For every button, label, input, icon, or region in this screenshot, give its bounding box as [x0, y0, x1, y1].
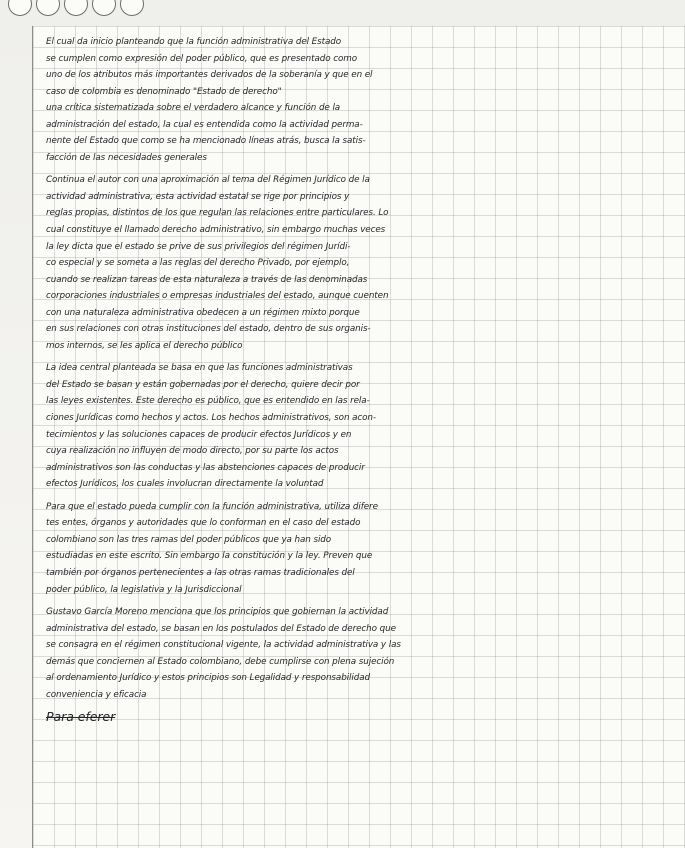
struck-text: Para eferer: [46, 709, 116, 725]
text-line: Gustavo García Moreno menciona que los principios que gobiernan la actividad: [46, 607, 389, 618]
text-line: reglas propias, distintos de los que regulan las relaciones entre particulares. Lo: [46, 208, 389, 219]
text-line: mos internos, se les aplica el derecho público: [46, 340, 243, 351]
text-line: poder público, la legislativa y la Jurisdiccional: [46, 584, 242, 595]
text-line: con una naturaleza administrativa obedecen a un régimen mixto porque: [46, 307, 360, 318]
text-line: administrativa del estado, se basan en los postulados del Estado de derecho que: [46, 623, 396, 634]
struck-out-line: [46, 709, 685, 726]
binder-hole: [8, 0, 32, 16]
text-line: cuya realización no influyen de modo directo, por su parte los actos: [46, 446, 339, 457]
text-line: uno de los atributos más importantes derivados de la soberanía y que en el: [46, 70, 373, 81]
text-line: conveniencia y eficacia: [46, 689, 147, 700]
paragraph-1: [46, 34, 685, 166]
binder-hole: [120, 0, 144, 16]
text-line: corporaciones industriales o empresas industriales del estado, aunque cuenten: [46, 291, 389, 302]
text-line: al ordenamiento Jurídico y estos principios son Legalidad y responsabilidad: [46, 673, 370, 684]
text-line: tecimientos y las soluciones capaces de producir efectos Jurídicos y en: [46, 429, 352, 440]
text-line: El cual da inicio planteando que la función administrativa del Estado: [46, 37, 342, 47]
paragraph-2: [46, 172, 685, 354]
text-line: caso de colombia es denominado "Estado de derecho": [46, 86, 282, 97]
binder-hole: [36, 0, 60, 16]
text-line: cuando se realizan tareas de esta naturaleza a través de las denominadas: [46, 274, 368, 285]
text-line: del Estado se basan y están gobernadas por el derecho, quiere decir por: [46, 379, 360, 390]
text-line: ciones Jurídicas como hechos y actos. Los hechos administrativos, son acon-: [46, 413, 376, 424]
text-line: también por órganos pertenecientes a las otras ramas tradicionales del: [46, 567, 355, 578]
binder-hole: [64, 0, 88, 16]
text-line: nente del Estado que como se ha mencionado líneas atrás, busca la satis-: [46, 136, 366, 147]
text-line: cual constituye el llamado derecho administrativo, sin embargo muchas veces: [46, 225, 386, 236]
text-line: demás que conciernen al Estado colombiano, debe cumplirse con plena sujeción: [46, 656, 395, 667]
text-line: administración del estado, la cual es entendida como la actividad perma-: [46, 119, 363, 130]
text-line: actividad administrativa, esta actividad estatal se rige por principios y: [46, 191, 350, 202]
paragraph-5: [46, 604, 685, 703]
text-line: en sus relaciones con otras instituciones del estado, dentro de sus organis-: [46, 324, 371, 335]
text-line: co especial y se someta a las reglas del derecho Privado, por ejemplo,: [46, 258, 350, 269]
text-line: estudiadas en este escrito. Sin embargo la constitución y la ley. Preven que: [46, 551, 373, 562]
paragraph-3: [46, 360, 685, 492]
text-line: se cumplen como expresión del poder público, que es presentado como: [46, 53, 358, 64]
binder-holes: [8, 0, 144, 18]
text-line: La idea central planteada se basa en que las funciones administrativas: [46, 363, 353, 374]
text-line: tes entes, órganos y autoridades que lo conforman en el caso del estado: [46, 518, 361, 529]
text-line: se consagra en el régimen constitucional vigente, la actividad administrativa y las: [46, 640, 401, 651]
text-line: las leyes existentes. Este derecho es público, que es entendido en las rela-: [46, 396, 370, 407]
binder-hole: [92, 0, 116, 16]
handwritten-text: [46, 34, 685, 732]
text-line: una crítica sistematizada sobre el verdadero alcance y función de la: [46, 103, 341, 114]
text-line: administrativos son las conductas y las abstenciones capaces de producir: [46, 462, 365, 473]
text-line: la ley dicta que el estado se prive de sus privilegios del régimen Jurídi-: [46, 241, 351, 252]
paragraph-4: [46, 499, 685, 598]
text-line: efectos Jurídicos, los cuales involucran directamente la voluntad: [46, 479, 324, 490]
text-line: Continua el autor con una aproximación al tema del Régimen Jurídico de la: [46, 175, 370, 186]
text-line: facción de las necesidades generales: [46, 152, 207, 163]
text-line: Para que el estado pueda cumplir con la función administrativa, utiliza difere: [46, 501, 378, 512]
text-line: colombiano son las tres ramas del poder públicos que ya han sido: [46, 534, 332, 545]
